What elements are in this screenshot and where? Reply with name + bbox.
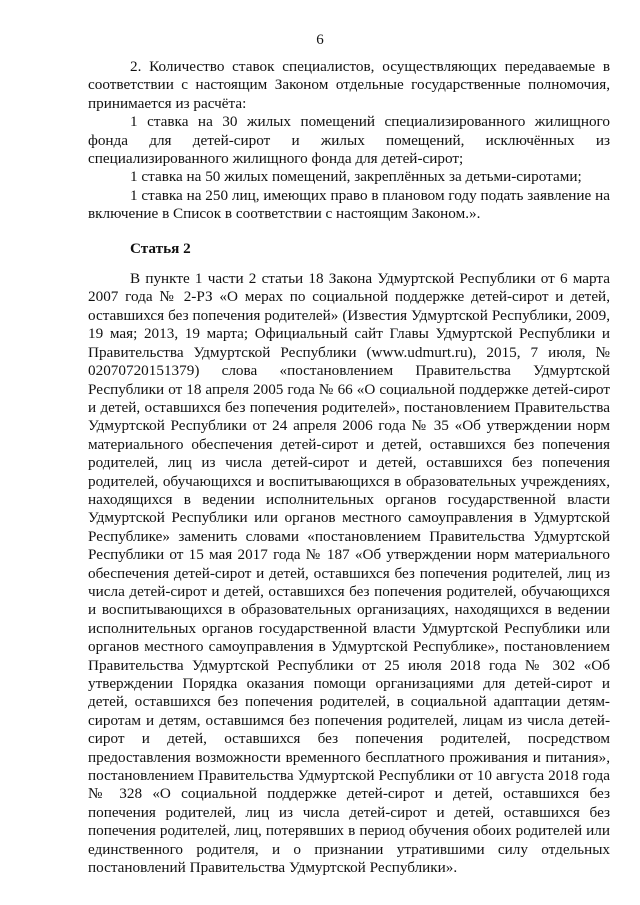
paragraph-rate-assigned-housing: 1 ставка на 50 жилых помещений, закреплённых за детьми-сиротами;	[130, 168, 582, 186]
paragraph-article-2-body: В пункте 1 части 2 статьи 18 Закона Удмуртской Республики от 6 марта 2007 года № 2-РЗ «О мерах по социальной поддержке детей-сирот и детей, оставшихся без попечения родителей» (Известия Удмуртской Республики, 2009, 19 мая; 2013, 19 марта; Официальный сайт Главы Удмуртской Республики и Правительства Удмуртской Республики (www.udmurt.ru), 2015, 7 июля, № 02070720151379) слова «постановлением Правительства Удмуртской Республики от 18 апреля 2005 года № 66 «О социальной поддержке детей-сирот и детей, оставшихся без попечения родителей», постановлением Правительства Удмуртской Республики от 24 апреля 2006 года № 35 «Об утверждении норм материального обеспечения детей-сирот и детей, оставшихся без попечения родителей, лиц из числа детей-сирот и детей, оставшихся без попечения родителей, обучающихся и воспитывающихся в образовательных учреждениях, находящихся в ведении исполнительных органов государственной власти Удмуртской Республики или органов местного самоуправления в Удмуртской Республике» заменить словами «постановлением Правительства Удмуртской Республики от 15 мая 2017 года № 187 «Об утверждении норм материального обеспечения детей-сирот и детей, оставшихся без попечения родителей, лиц из числа детей-сирот и детей, оставшихся без попечения родителей, обучающихся и воспитывающихся в образовательных организациях, находящихся в ведении исполнительных органов государственной власти Удмуртской Республики или органов местного самоуправления в Удмуртской Республике», постановлением Правительства Удмуртской Республики от 25 июля 2018 года № 302 «Об утверждении Порядка оказания помощи организациями для детей-сирот и детей, оставшихся без попечения родителей, в социальной адаптации детям-сиротам и детям, оставшимся без попечения родителей, лицам из числа детей-сирот и детей, оставшихся без попечения родителей, посредством предоставления возможности временного бесплатного проживания и питания», постановлением Правительства Удмуртской Республики от 10 августа 2018 года № 328 «О социальной поддержке детей-сирот и детей, оставшихся без попечения родителей, лиц из числа детей-сирот и детей, оставшихся без попечения родителей, лиц, потерявших в период обучения обоих родителей или единственного родителя, и о признании утратившими силу отдельных постановлений Правительства Удмуртской Республики».	[88, 270, 610, 877]
paragraph-rate-housing-fund: 1 ставка на 30 жилых помещений специализированного жилищного фонда для детей-сирот и жилых помещений, исключённых из специализированного жилищного фонда для детей-сирот;	[88, 113, 610, 168]
paragraph-staff-count-intro: 2. Количество ставок специалистов, осуществляющих передаваемые в соответствии с настоящим Законом отдельные государственные полномочия, принимается из расчёта:	[88, 58, 610, 112]
page-number: 6	[316, 32, 324, 48]
document-body	[88, 58, 610, 877]
article-heading: Статья 2	[130, 239, 191, 257]
paragraph-rate-applicants: 1 ставка на 250 лиц, имеющих право в плановом году подать заявление на включение в Список в соответствии с настоящим Законом.».	[88, 186, 610, 223]
